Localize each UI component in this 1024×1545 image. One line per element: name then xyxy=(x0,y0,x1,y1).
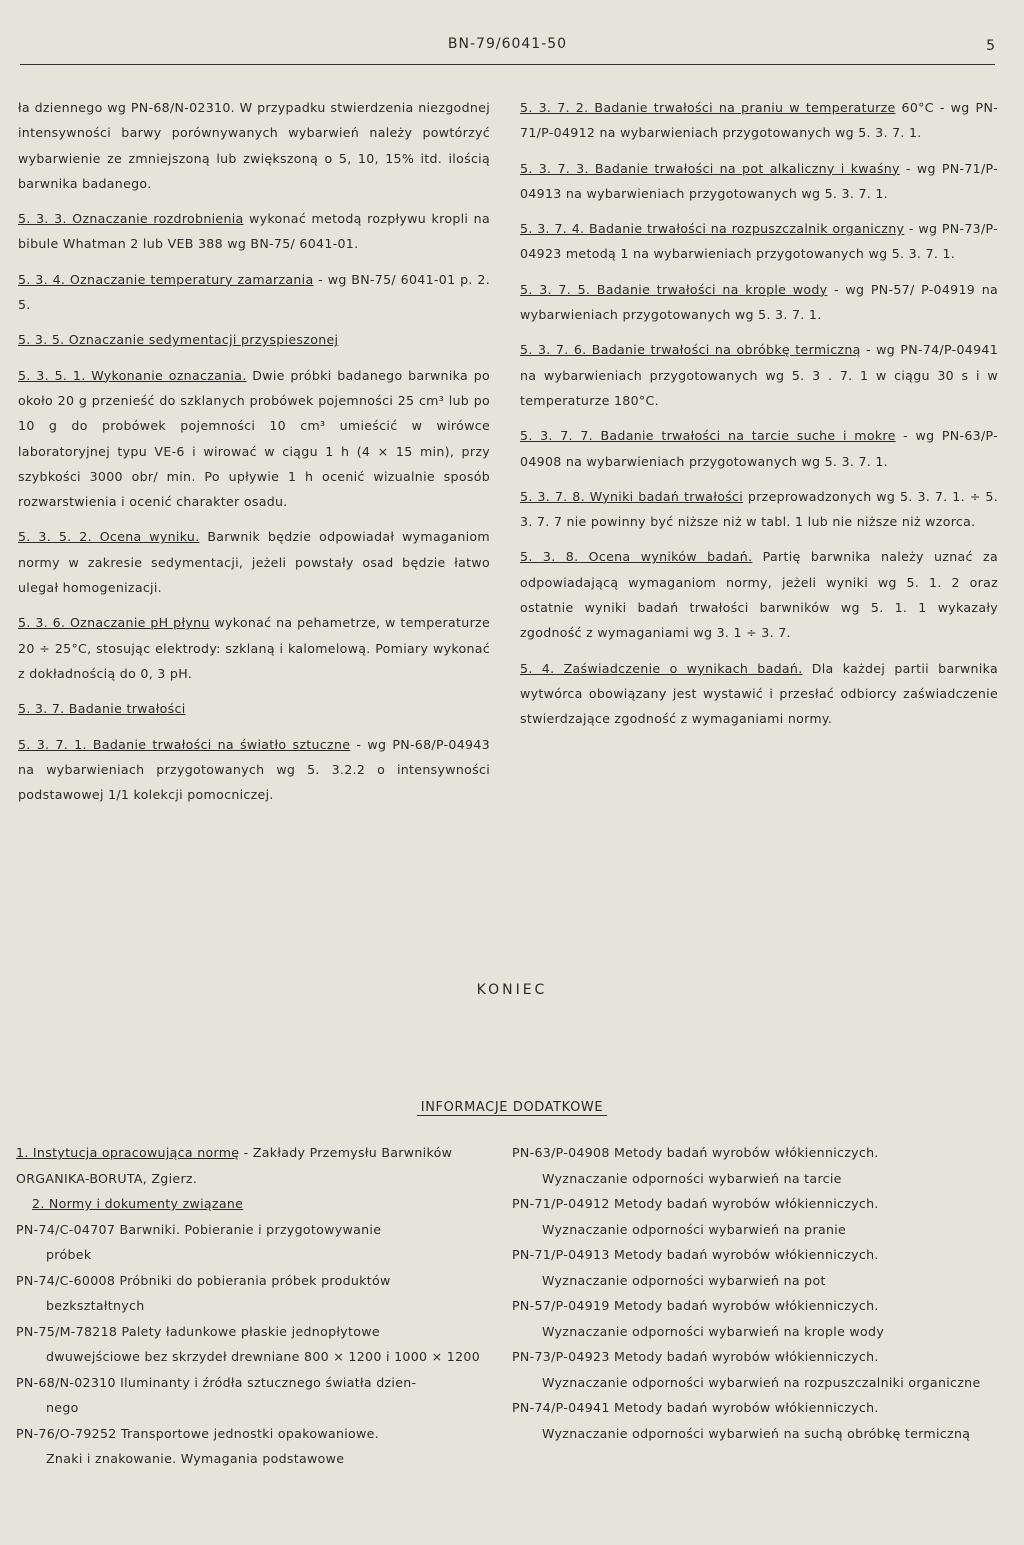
section-heading: 5. 3. 7. 2. Badanie trwałości na praniu w temperaturze xyxy=(520,100,896,115)
right-column xyxy=(520,95,998,742)
norm-reference xyxy=(16,1421,494,1472)
section-heading: 5. 3. 5. 2. Ocena wyniku. xyxy=(18,529,200,545)
norm-title-continued: Wyznaczanie odporności wybarwień na pot xyxy=(542,1272,826,1288)
section-text: Partię barwnika należy uznać za odpowiadającą wymaganiom normy, jeżeli wyniki wg 5. 1. 2 oraz ostatnie wyniki badań trwałości barwników wg 5. 1. 1 wykazały zgodność z wymaganiami wg 3. 1 ÷ 3. 7. xyxy=(520,549,998,641)
norm-reference xyxy=(16,1217,494,1268)
norm-reference xyxy=(512,1395,1002,1446)
norm-title: Metody badań wyrobów włókienniczych. xyxy=(609,1298,879,1313)
norm-code: PN-63/P-04908 xyxy=(512,1145,610,1160)
section-heading: 5. 3. 4. Oznaczanie temperatury zamarzania xyxy=(18,271,314,287)
norm-title-continued: bezkształtnych xyxy=(46,1298,145,1313)
norm-code: PN-74/P-04941 xyxy=(512,1400,610,1415)
section-text: Barwnik będzie odpowiadał wymaganiom normy w zakresie sedymentacji, jeżeli powstały osad będzie łatwo ulegał homogenizacji. xyxy=(18,529,490,596)
section-5-4 xyxy=(520,656,998,732)
section-5-3-5-2 xyxy=(18,524,490,600)
norm-reference xyxy=(512,1242,1002,1293)
document-id: BN-79/6041-50 xyxy=(447,36,568,52)
section-text: - wg PN-74/P-04941 na wybarwieniach przygotowanych wg 5. 3 . 7. 1 w ciągu 30 s i w temperaturze 180°C. xyxy=(520,342,999,408)
page-number: 5 xyxy=(986,38,995,54)
norm-title-continued: nego xyxy=(46,1400,79,1415)
norm-code: PN-71/P-04913 xyxy=(512,1247,610,1262)
section-heading: 5. 3. 5. Oznaczanie sedymentacji przyspieszonej xyxy=(18,332,339,348)
info-title: INFORMACJE DODATKOWE xyxy=(0,1100,1024,1115)
section-text: Dwie próbki badanego barwnika po około 20 g przenieść do szklanych probówek pojemności 25 cm³ lub po 10 g do probówek pojemności 10 cm³ umieścić w wirówce laboratoryjnej typu VE-6 i wirować w ciągu 1 h (4 × 15 min), przy szybkości 3000 obr/ min. Po upływie 1 h ocenić wizualnie sposób rozwarstwienia i ocenić charakter osadu. xyxy=(18,367,491,510)
norm-title: Metody badań wyrobów włókienniczych. xyxy=(609,1349,879,1364)
info-text: - Zakłady Przemysłu Barwników ORGANIKA-BORUTA, Zgierz. xyxy=(16,1145,453,1186)
info-left-column xyxy=(16,1140,494,1472)
norm-title: Metody badań wyrobów włókienniczych. xyxy=(609,1196,879,1211)
section-text: przeprowadzonych wg 5. 3. 7. 1. ÷ 5. 3. 7. 7 nie powinny być niższe niż w tabl. 1 lub nie niższe niż wzorca. xyxy=(520,488,998,530)
section-text: - wg PN-57/ P-04919 na wybarwieniach przygotowanych wg 5. 3. 7. 1. xyxy=(520,281,998,323)
norm-title: Metody badań wyrobów włókienniczych. xyxy=(609,1400,879,1415)
norm-reference xyxy=(16,1370,494,1421)
norm-title-continued: Wyznaczanie odporności wybarwień na tarcie xyxy=(542,1170,842,1186)
norm-reference xyxy=(16,1319,494,1370)
section-heading: 5. 3. 7. Badanie trwałości xyxy=(18,701,186,717)
section-5-3-7 xyxy=(18,696,490,721)
norm-code: PN-73/P-04923 xyxy=(512,1349,610,1364)
info-item-2 xyxy=(16,1191,494,1217)
section-5-3-8 xyxy=(520,544,998,645)
norm-title: Metody badań wyrobów włókienniczych. xyxy=(609,1145,879,1160)
norm-code: PN-75/M-78218 xyxy=(16,1323,118,1339)
section-heading: 5. 3. 3. Oznaczanie rozdrobnienia xyxy=(18,211,244,227)
section-heading: 5. 3. 6. Oznaczanie pH płynu xyxy=(18,615,210,631)
section-5-3-7-3 xyxy=(520,156,998,207)
norm-code: PN-71/P-04912 xyxy=(512,1196,610,1211)
related-norms-list-left xyxy=(16,1217,494,1472)
related-norms-list-right xyxy=(512,1140,1002,1446)
info-heading: 2. Normy i dokumenty związane xyxy=(32,1196,244,1211)
norm-reference xyxy=(512,1293,1002,1344)
section-heading: 5. 3. 5. 1. Wykonanie oznaczania. xyxy=(18,367,247,383)
section-5-3-7-2 xyxy=(520,95,998,146)
section-text: wykonać metodą rozpływu kropli na bibule Whatman 2 lub VEB 388 wg BN-75/ 6041-01. xyxy=(18,211,490,252)
section-5-3-7-7 xyxy=(520,423,998,474)
norm-reference xyxy=(16,1268,494,1319)
norm-title-continued: Wyznaczanie odporności wybarwień na pranie xyxy=(542,1221,847,1237)
section-5-3-7-4 xyxy=(520,216,998,267)
section-5-3-7-1 xyxy=(18,732,490,808)
end-marker: KONIEC xyxy=(476,982,548,998)
norm-code: PN-74/C-04707 xyxy=(16,1221,116,1237)
norm-title: Transportowe jednostki opakowaniowe. xyxy=(116,1425,380,1441)
section-5-3-7-5 xyxy=(520,277,998,328)
norm-code: PN-74/C-60008 xyxy=(16,1272,116,1288)
norm-title: Iluminanty i źródła sztucznego światła dzien- xyxy=(115,1374,417,1390)
norm-title: Barwniki. Pobieranie i przygotowywanie xyxy=(115,1221,382,1237)
section-heading: 5. 3. 7. 1. Badanie trwałości na światło sztuczne xyxy=(18,736,351,752)
norm-reference xyxy=(512,1140,1002,1191)
section-heading: 5. 3. 7. 8. Wyniki badań trwałości xyxy=(520,488,744,504)
section-5-3-3 xyxy=(18,206,490,257)
section-text: - wg PN-71/P-04913 na wybarwieniach przygotowanych wg 5. 3. 7. 1. xyxy=(520,160,998,201)
section-text: - wg PN-73/P-04923 metodą 1 na wybarwieniach przygotowanych wg 5. 3. 7. 1. xyxy=(520,221,998,262)
norm-title: Palety ładunkowe płaskie jednopłytowe xyxy=(117,1323,380,1339)
section-text: wykonać na pehametrze, w temperaturze 20 ÷ 25°C, stosując elektrody: szklaną i kalomelową. Pomiary wykonać z dokładnością do 0, 3 pH. xyxy=(18,615,491,681)
norm-title-continued: dwuwejściowe bez skrzydeł drewniane 800 × 1200 i 1000 × 1200 xyxy=(46,1349,481,1364)
section-5-3-7-6 xyxy=(520,337,998,413)
section-heading: 5. 3. 7. 6. Badanie trwałości na obróbkę termiczną xyxy=(520,342,861,358)
section-5-3-5 xyxy=(18,327,490,352)
norm-title: Metody badań wyrobów włókienniczych. xyxy=(609,1247,879,1262)
paragraph: ła dziennego wg PN-68/N-02310. W przypadku stwierdzenia niezgodnej intensywności barwy porównywanych wybarwień należy powtórzyć wybarwienie ze zmniejszoną lub zwiększoną o 5, 10, 15% itd. ilością barwnika badanego. xyxy=(18,100,490,191)
norm-code: PN-76/O-79252 xyxy=(16,1425,117,1441)
section-text: - wg BN-75/ 6041-01 p. 2. 5. xyxy=(18,271,490,313)
section-heading: 5. 3. 7. 7. Badanie trwałości na tarcie suche i mokre xyxy=(520,428,896,444)
section-5-3-7-8 xyxy=(520,484,998,535)
left-column xyxy=(18,95,490,817)
section-heading: 5. 3. 7. 3. Badanie trwałości na pot alkaliczny i kwaśny xyxy=(520,160,900,176)
norm-reference xyxy=(512,1191,1002,1242)
norm-code: PN-68/N-02310 xyxy=(16,1374,116,1390)
section-5-3-5-1 xyxy=(18,363,490,515)
section-heading: 5. 3. 7. 4. Badanie trwałości na rozpuszczalnik organiczny xyxy=(520,221,905,237)
norm-reference xyxy=(512,1344,1002,1395)
section-text: Dla każdej partii barwnika wytwórca obowiązany jest wystawić i przesłać odbiorcy zaświadczenie stwierdzające zgodność z wymaganiami normy. xyxy=(520,660,999,727)
section-heading: 5. 3. 7. 5. Badanie trwałości na krople wody xyxy=(520,281,828,297)
section-text: - wg PN-68/P-04943 na wybarwieniach przygotowanych wg 5. 3.2.2 o intensywności podstawowej 1/1 kolekcji pomocniczej. xyxy=(18,736,490,803)
section-heading: 5. 4. Zaświadczenie o wynikach badań. xyxy=(520,660,803,676)
norm-title-continued: Wyznaczanie odporności wybarwień na suchą obróbkę termiczną xyxy=(542,1425,971,1441)
info-right-column xyxy=(512,1140,1002,1446)
section-heading: 5. 3. 8. Ocena wyników badań. xyxy=(520,549,753,565)
section-5-3-6 xyxy=(18,610,490,686)
norm-title-continued: Wyznaczanie odporności wybarwień na krople wody xyxy=(542,1323,885,1339)
section-text: 60°C - wg PN-71/P-04912 na wybarwieniach przygotowanych wg 5. 3. 7. 1. xyxy=(520,100,999,141)
norm-code: PN-57/P-04919 xyxy=(512,1298,610,1313)
norm-title-continued: Wyznaczanie odporności wybarwień na rozpuszczalniki organiczne xyxy=(542,1374,981,1390)
norm-title-continued: Znaki i znakowanie. Wymagania podstawowe xyxy=(46,1451,345,1466)
norm-title: Próbniki do pobierania próbek produktów xyxy=(115,1272,391,1288)
section-5-3-4 xyxy=(18,267,490,318)
info-item-1 xyxy=(16,1140,494,1191)
section-text: - wg PN-63/P-04908 na wybarwieniach przygotowanych wg 5. 3. 7. 1. xyxy=(520,428,998,469)
norm-title-continued: próbek xyxy=(46,1247,92,1262)
page-header xyxy=(20,36,995,65)
info-heading: 1. Instytucja opracowująca normę xyxy=(16,1145,240,1160)
